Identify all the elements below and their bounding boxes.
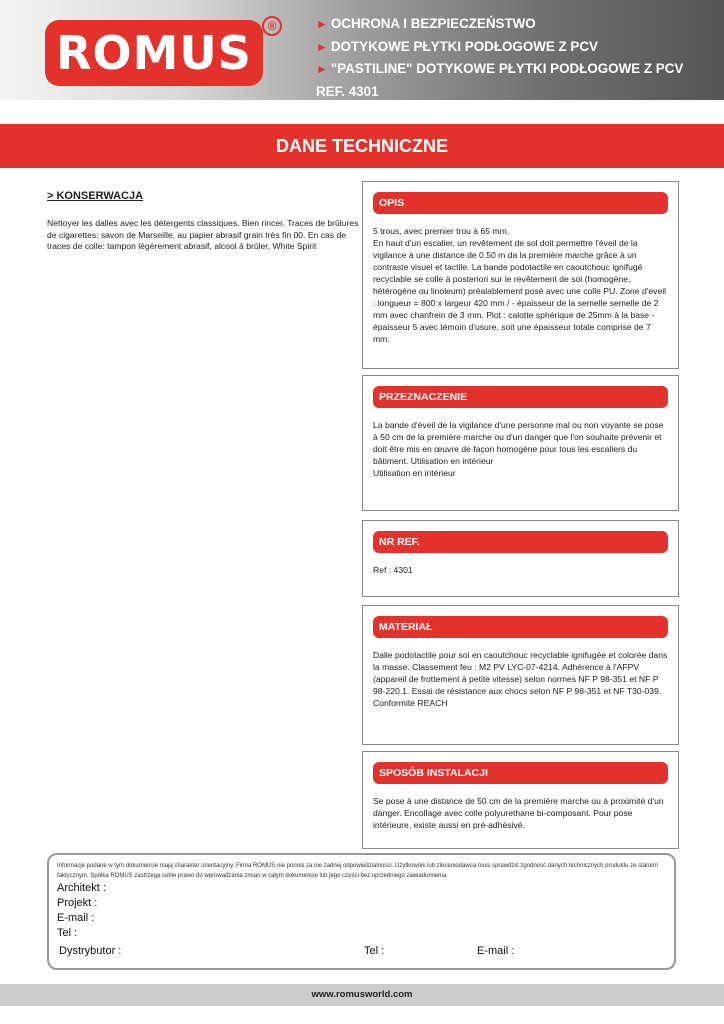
distributor-email-field: E-mail : xyxy=(477,945,515,957)
email-field: E-mail : xyxy=(57,912,95,924)
registered-mark: ® xyxy=(262,16,282,36)
arrow-right-icon: ► xyxy=(316,39,328,54)
page-title: DANE TECHNICZNE xyxy=(275,136,448,156)
card-text: Dalle podotactile pour sol en caoutchouc recyclable ignifugée et colorée dans la masse. Classement feu : M2 PV LYC-07-4214. Adhérence à l'AFPV (appareil de frottement à petite vitesse) selon normes NF P 98-351 et NF P 98-220.1. Essai de résistance aux chocs selon NF P 98-351 et NF T30-039. Conformité REACH xyxy=(373,650,668,708)
card-title: NR REF. xyxy=(373,531,668,553)
card-material xyxy=(362,605,679,745)
conservation-section xyxy=(47,190,362,253)
category-line: ► "PASTILINE" DOTYKOWE PŁYTKI PODŁOGOWE Z PCV xyxy=(316,61,684,76)
arrow-right-icon: ► xyxy=(316,62,328,76)
section-band xyxy=(0,124,724,168)
product-ref: REF. 4301 xyxy=(316,83,379,99)
category-line: ► OCHRONA I BEZPIECZEŃSTWO xyxy=(316,16,536,31)
tel-field: Tel : xyxy=(57,927,78,939)
card-text: Se pose à une distance de 50 cm de la première marche ou à proximité d'un danger. Encollage avec colle polyurethane bi-composant. Pour pose intérieure, existe aussi en pré-adhésivé. xyxy=(373,796,664,830)
card-title: OPIS xyxy=(373,192,668,214)
contact-form-box xyxy=(47,853,676,970)
card-title: SPOSÓB INSTALACJI xyxy=(373,762,668,784)
distributor-tel-field: Tel : xyxy=(364,945,385,957)
website-link[interactable]: www.romusworld.com xyxy=(311,989,413,1000)
card-ref-number xyxy=(362,520,679,597)
card-text: Ref : 4301 xyxy=(373,565,413,575)
card-text: La bande d'éveil de la vigilance d'une personne mal ou non voyante se pose à 50 cm de la première marche ou d'un danger que l'on souhaite prévenir et doit être mis en œuvre de façon homogène pour tous les escaliers du bâtiment. Utilisation en intérieur Utilisation en intérieur xyxy=(373,420,664,478)
card-installation xyxy=(362,751,679,849)
logo-text: ROMUS xyxy=(56,26,252,80)
architect-field: Architekt : xyxy=(57,882,106,894)
page-header xyxy=(0,0,724,100)
category-line: ► DOTYKOWE PŁYTKI PODŁOGOWE Z PCV xyxy=(316,38,598,54)
product-category-list xyxy=(316,13,716,102)
website-bar xyxy=(0,984,724,1006)
project-field: Projekt : xyxy=(57,897,98,909)
card-title: MATERIAŁ xyxy=(373,616,668,638)
distributor-field: Dystrybutor : xyxy=(59,945,122,957)
arrow-right-icon: ► xyxy=(316,17,328,31)
card-description xyxy=(362,181,679,369)
romus-logo xyxy=(45,20,263,86)
conservation-heading: > KONSERWACJA xyxy=(47,190,144,202)
card-purpose xyxy=(362,375,679,511)
card-title: PRZEZNACZENIE xyxy=(373,386,668,408)
disclaimer-text: Informacje podane w tym dokumencie mają charakter orientacyjny. Firma ROMUS nie ponosi za nie żadnej odpowiedzialności. Użytkownik lub zleceniodawca musi sprawdzić zgodność danych technicznych produktu ze stanem faktycznym. Spółka ROMUS zastrzega sobie prawo do wprowadzania zmian w całym dokumencie lub jego części bez uprzedniego zawiadomienia. xyxy=(57,863,658,879)
card-text: 5 trous, avec premier trou à 65 mm. En haut d'un escalier, un revêtement de sol doit permettre l'éveil de la vigilance à une distance de 0.50 m da la première marche grâce à un contraste visuel et tactile. La bande podotactile en caoutchouc ignifugé recyclable se colle à posteriori sur le revêtement de sol (homogène, hétérogène ou linoleum) préalablement posé avec une colle PU. Zone d'eveil : longueur = 800 x largeur 420 mm / - épaisseur de la semelle semelle de 2 mm avec chanfrein de 3 mm. Plot : calotte sphérique de 25mm à la base - épaisseur 5 avec témoin d'usure, soit une épaisseur totale comprise de 7 mm. xyxy=(373,226,667,344)
conservation-text: Nettoyer les dalles avec les détergents classiques. Bien rincer. Traces de brûlures de cigarettes: savon de Marseille, au papier abrasif grain très fin 00. En cas de traces de colle: tampon légèrement abrasif, alcool à brûler, White Spirit xyxy=(47,218,359,251)
